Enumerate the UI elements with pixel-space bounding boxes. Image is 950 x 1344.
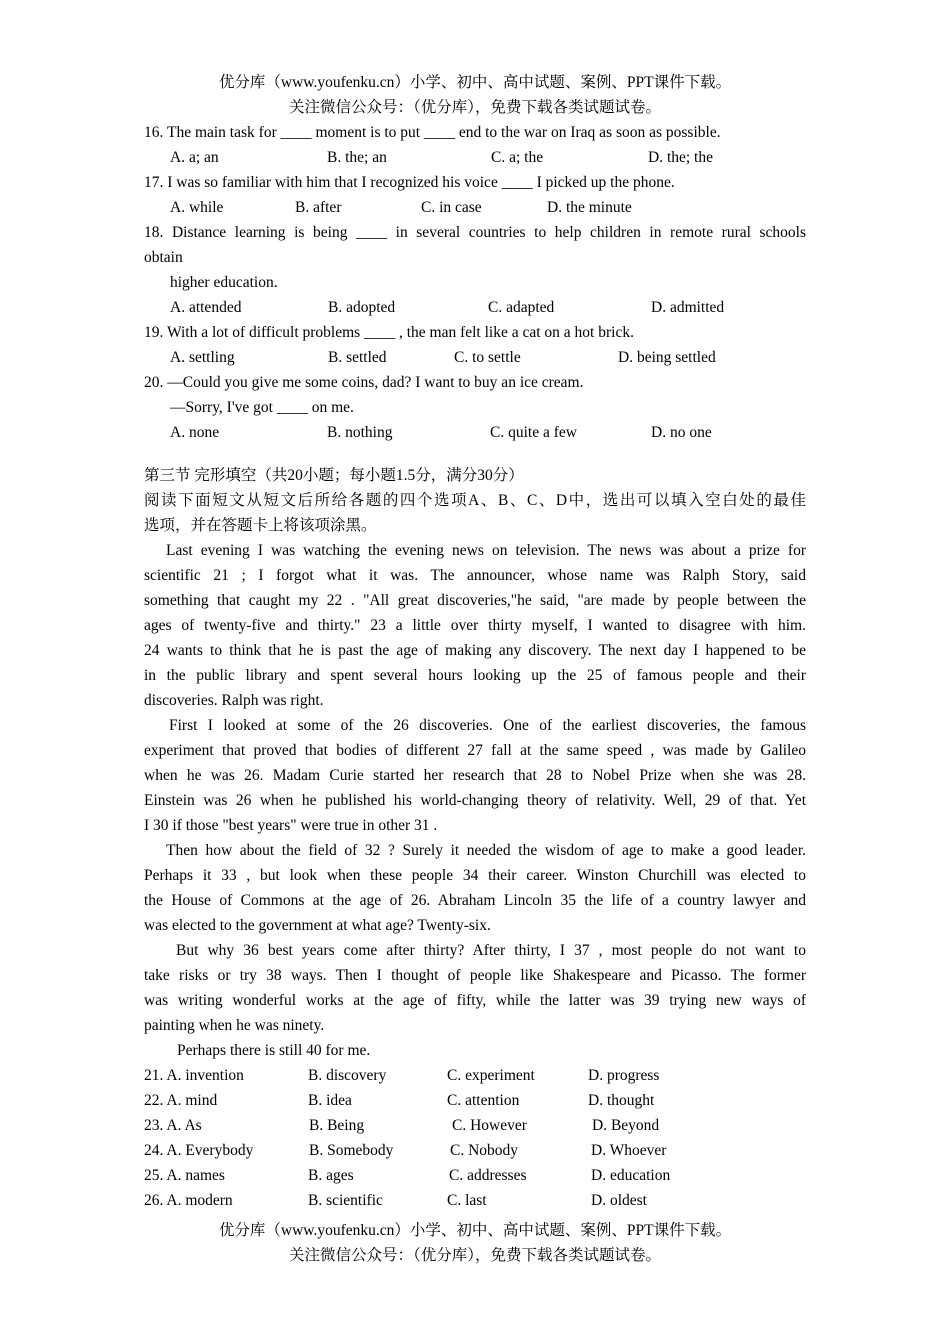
- option-c: C. adapted: [488, 299, 555, 316]
- footer-line-1: 优分库（www.youfenku.cn）小学、初中、高中试题、案例、PPT课件下载。: [218, 1222, 732, 1239]
- question-17-stem: 17. I was so familiar with him that I recognized his voice ____ I picked up the phone.: [144, 174, 675, 191]
- answer-row-22: [144, 1088, 806, 1113]
- question-19-options: [144, 345, 806, 370]
- option-b: B. after: [295, 199, 342, 216]
- cloze-answer-options: [144, 1063, 806, 1213]
- answer-option: D. progress: [588, 1067, 660, 1084]
- answer-option: B. Somebody: [309, 1142, 394, 1159]
- question-18-stem-cont: obtain: [144, 249, 183, 266]
- answer-option: B. discovery: [308, 1067, 387, 1084]
- answer-option: C. Nobody: [450, 1142, 519, 1159]
- option-c: C. quite a few: [490, 424, 577, 441]
- passage-paragraph-2: [144, 713, 806, 838]
- passage-line: painting when he was ninety.: [144, 1017, 325, 1034]
- section-instructions: 阅读下面短文从短文后所给各题的四个选项A、B、C、D中，选出可以填入空白处的最佳: [144, 492, 806, 509]
- passage-line: Einstein was 26 when he published his world-changing theory of relativity. Well, 29 of that. Yet: [144, 792, 806, 809]
- answer-option: D. Whoever: [591, 1142, 667, 1159]
- footer-line-2: 关注微信公众号：（优分库），免费下载各类试题试卷。: [288, 1247, 661, 1264]
- answer-row-26: [144, 1188, 806, 1213]
- option-a: A. attended: [170, 299, 242, 316]
- passage-paragraph-4: [144, 938, 806, 1038]
- answer-option: 21. A. invention: [144, 1067, 244, 1084]
- option-d: D. being settled: [618, 349, 716, 366]
- option-c: C. a; the: [491, 149, 544, 166]
- answer-option: D. oldest: [591, 1192, 647, 1209]
- option-a: A. none: [170, 424, 220, 441]
- page-footer: [0, 1218, 950, 1268]
- answer-row-25: [144, 1163, 806, 1188]
- answer-option: D. thought: [588, 1092, 655, 1109]
- header-line-2: 关注微信公众号：（优分库），免费下载各类试题试卷。: [288, 99, 661, 116]
- question-20-reply: —Sorry, I've got ____ on me.: [170, 399, 354, 416]
- answer-option: C. attention: [447, 1092, 520, 1109]
- passage-line: 24 wants to think that he is past the age of making any discovery. The next day I happened to be: [144, 642, 806, 659]
- question-17-options: [144, 195, 806, 220]
- passage-paragraph-1: [144, 538, 806, 713]
- passage-line: Then how about the field of 32 ? Surely it needed the wisdom of age to make a good leader.: [166, 842, 806, 859]
- answer-option: D. Beyond: [592, 1117, 660, 1134]
- answer-option: C. last: [447, 1192, 487, 1209]
- answer-option: C. addresses: [449, 1167, 527, 1184]
- passage-paragraph-3: [144, 838, 806, 938]
- passage-line: experiment that proved that bodies of different 27 fall at the same speed , was made by Galileo: [144, 742, 806, 759]
- answer-row-24: [144, 1138, 806, 1163]
- passage-line: Perhaps it 33 , but look when these people 34 their career. Winston Churchill was elected to: [144, 867, 806, 884]
- header-line-1: 优分库（www.youfenku.cn）小学、初中、高中试题、案例、PPT课件下载。: [218, 74, 732, 91]
- option-b: B. nothing: [327, 424, 393, 441]
- question-18-stem: 18. Distance learning is being ____ in several countries to help children in remote rural schools: [144, 224, 806, 241]
- passage-line: was elected to the government at what age? Twenty-six.: [144, 917, 491, 934]
- answer-option: 22. A. mind: [144, 1092, 218, 1109]
- question-16-stem: 16. The main task for ____ moment is to put ____ end to the war on Iraq as soon as possible.: [144, 124, 721, 141]
- option-d: D. admitted: [651, 299, 725, 316]
- option-c: C. in case: [421, 199, 482, 216]
- passage-paragraph-5: Perhaps there is still 40 for me.: [177, 1042, 371, 1059]
- answer-option: D. education: [591, 1167, 671, 1184]
- answer-option: C. experiment: [447, 1067, 535, 1084]
- document-page: [144, 70, 806, 1213]
- option-d: D. the; the: [648, 149, 713, 166]
- passage-line: discoveries. Ralph was right.: [144, 692, 324, 709]
- option-a: A. settling: [170, 349, 235, 366]
- answer-option: 25. A. names: [144, 1167, 225, 1184]
- option-a: A. while: [170, 199, 224, 216]
- answer-option: 24. A. Everybody: [144, 1142, 254, 1159]
- question-19-stem: 19. With a lot of difficult problems ____ , the man felt like a cat on a hot brick.: [144, 324, 634, 341]
- answer-option: B. scientific: [308, 1192, 383, 1209]
- passage-line: was writing wonderful works at the age of fifty, while the latter was 39 trying new ways of: [144, 992, 806, 1009]
- passage-line: when he was 26. Madam Curie started her research that 28 to Nobel Prize when she was 28.: [144, 767, 806, 784]
- answer-option: B. ages: [308, 1167, 354, 1184]
- question-20-stem: 20. —Could you give me some coins, dad? I want to buy an ice cream.: [144, 374, 584, 391]
- option-b: B. adopted: [328, 299, 396, 316]
- passage-line: I 30 if those "best years" were true in other 31 .: [144, 817, 438, 834]
- passage-line: ages of twenty-five and thirty." 23 a little over thirty myself, I wanted to disagree with him.: [144, 617, 806, 634]
- section-title: 第三节 完形填空（共20小题；每小题1.5分，满分30分）: [144, 467, 524, 484]
- answer-option: C. However: [452, 1117, 527, 1134]
- answer-row-21: [144, 1063, 806, 1088]
- passage-line: scientific 21 ; I forgot what it was. The announcer, whose name was Ralph Story, said: [144, 567, 806, 584]
- option-d: D. the minute: [547, 199, 632, 216]
- passage-line: in the public library and spent several hours looking up the 25 of famous people and their: [144, 667, 806, 684]
- option-b: B. settled: [328, 349, 387, 366]
- option-b: B. the; an: [327, 149, 387, 166]
- answer-row-23: [144, 1113, 806, 1138]
- passage-line: something that caught my 22 . "All great discoveries,"he said, "are made by people between the: [144, 592, 806, 609]
- passage-line: First I looked at some of the 26 discoveries. One of the earliest discoveries, the famous: [169, 717, 806, 734]
- answer-option: 26. A. modern: [144, 1192, 233, 1209]
- option-d: D. no one: [651, 424, 712, 441]
- option-a: A. a; an: [170, 149, 219, 166]
- passage-line: the House of Commons at the age of 26. Abraham Lincoln 35 the life of a country lawyer and: [144, 892, 806, 909]
- passage-line: But why 36 best years come after thirty? After thirty, I 37 , most people do not want to: [176, 942, 806, 959]
- passage-line: Last evening I was watching the evening news on television. The news was about a prize for: [166, 542, 806, 559]
- answer-option: 23. A. As: [144, 1117, 202, 1134]
- question-20-options: [144, 420, 806, 445]
- section-instructions-cont: 选项，并在答题卡上将该项涂黑。: [144, 517, 377, 534]
- question-18-options: [144, 295, 806, 320]
- answer-option: B. idea: [308, 1092, 352, 1109]
- answer-option: B. Being: [309, 1117, 365, 1134]
- question-18-stem-cont: higher education.: [170, 274, 278, 291]
- question-16-options: [144, 145, 806, 170]
- option-c: C. to settle: [454, 349, 521, 366]
- passage-line: take risks or try 38 ways. Then I thought of people like Shakespeare and Picasso. The former: [144, 967, 806, 984]
